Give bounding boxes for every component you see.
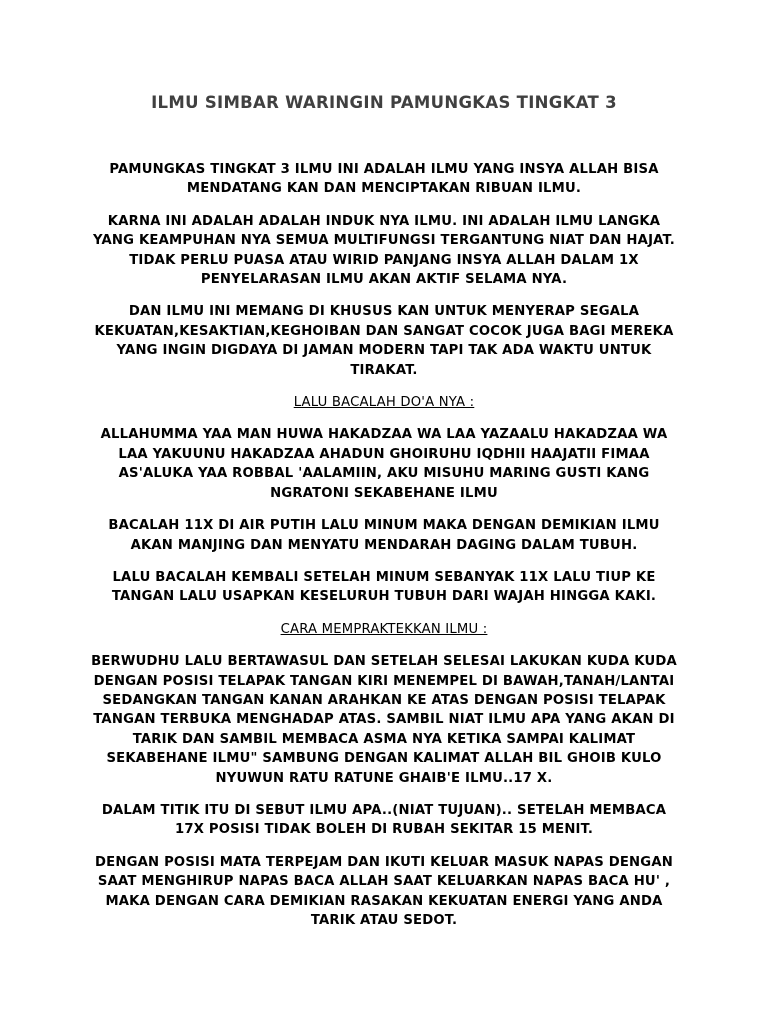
paragraph-posisi-mata: DENGAN POSISI MATA TERPEJAM DAN IKUTI KELUAR MASUK NAPAS DENGAN SAAT MENGHIRUP NAPAS BACA ALLAH SAAT KELUARKAN NAPAS BACA HU' , MAKA DENGAN CARA DEMIKIAN RASAKAN KEKUATAN ENERGI YANG ANDA TARIK ATAU SEDOT. [95,854,673,928]
paragraph-bacalah-11x: BACALAH 11X DI AIR PUTIH LALU MINUM MAKA DENGAN DEMIKIAN ILMU AKAN MANJING DAN MENYATU MENDARAH DAGING DALAM TUBUH. [108,518,660,553]
section-heading-cara: CARA MEMPRAKTEKKAN ILMU : [280,621,488,637]
document-title: ILMU SIMBAR WARINGIN PAMUNGKAS TINGKAT 3 [151,93,617,112]
document-body [86,160,682,943]
section-heading-doa: LALU BACALAH DO'A NYA : [293,395,475,411]
paragraph-titik: DALAM TITIK ITU DI SEBUT ILMU APA..(NIAT TUJUAN).. SETELAH MEMBACA 17X POSISI TIDAK BOLEH DI RUBAH SEKITAR 15 MENIT. [101,802,667,838]
paragraph-tiup: LALU BACALAH KEMBALI SETELAH MINUM SEBANYAK 11X LALU TIUP KE TANGAN LALU USAPKAN KESELURUH TUBUH DARI WAJAH HINGGA KAKI. [111,569,657,605]
paragraph-intro: PAMUNGKAS TINGKAT 3 ILMU INI ADALAH ILMU YANG INSYA ALLAH BISA MENDATANG KAN DAN MENCIPTAKAN RIBUAN ILMU. [109,162,659,197]
paragraph-induk-ilmu: KARNA INI ADALAH ADALAH INDUK NYA ILMU. INI ADALAH ILMU LANGKA YANG KEAMPUHAN NYA SEMUA MULTIFUNGSI TERGANTUNG NIAT DAN HAJAT. TIDAK PERLU PUASA ATAU WIRID PANJANG INSYA ALLAH DALAM 1X PENYELARASAN ILMU AKAN AKTIF SELAMA NYA. [93,213,675,288]
paragraph-berwudhu: BERWUDHU LALU BERTAWASUL DAN SETELAH SELESAI LAKUKAN KUDA KUDA DENGAN POSISI TELAPAK TANGAN KIRI MENEMPEL DI BAWAH,TANAH/LANTAI SEDANGKAN TANGAN KANAN ARAHKAN KE ATAS DENGAN POSISI TELAPAK TANGAN TERBUKA MENGHADAP ATAS. SAMBIL NIAT ILMU APA YANG AKAN DI TARIK DAN SAMBIL MEMBACA ASMA NYA KETIKA SAMPAI KALIMAT SEKABEHANE ILMU" SAMBUNG DENGAN KALIMAT ALLAH BIL GHOIB KULO NYUWUN RATU RATUNE GHAIB'E ILMU..17 X. [91,654,677,786]
paragraph-doa: ALLAHUMMA YAA MAN HUWA HAKADZAA WA LAA YAZAALU HAKADZAA WA LAA YAKUUNU HAKADZAA AHADUN GHOIRUHU IQDHII HAAJATII FIMAA AS'ALUKA YAA ROBBAL 'AALAMIIN, AKU MISUHU MARING GUSTI KANG NGRATONI SEKABEHANE ILMU [100,427,668,501]
paragraph-khusus: DAN ILMU INI MEMANG DI KHUSUS KAN UNTUK MENYERAP SEGALA KEKUATAN,KESAKTIAN,KEGHOIBAN DAN SANGAT COCOK JUGA BAGI MEREKA YANG INGIN DIGDAYA DI JAMAN MODERN TAPI TAK ADA WAKTU UNTUK TIRAKAT. [94,304,674,378]
